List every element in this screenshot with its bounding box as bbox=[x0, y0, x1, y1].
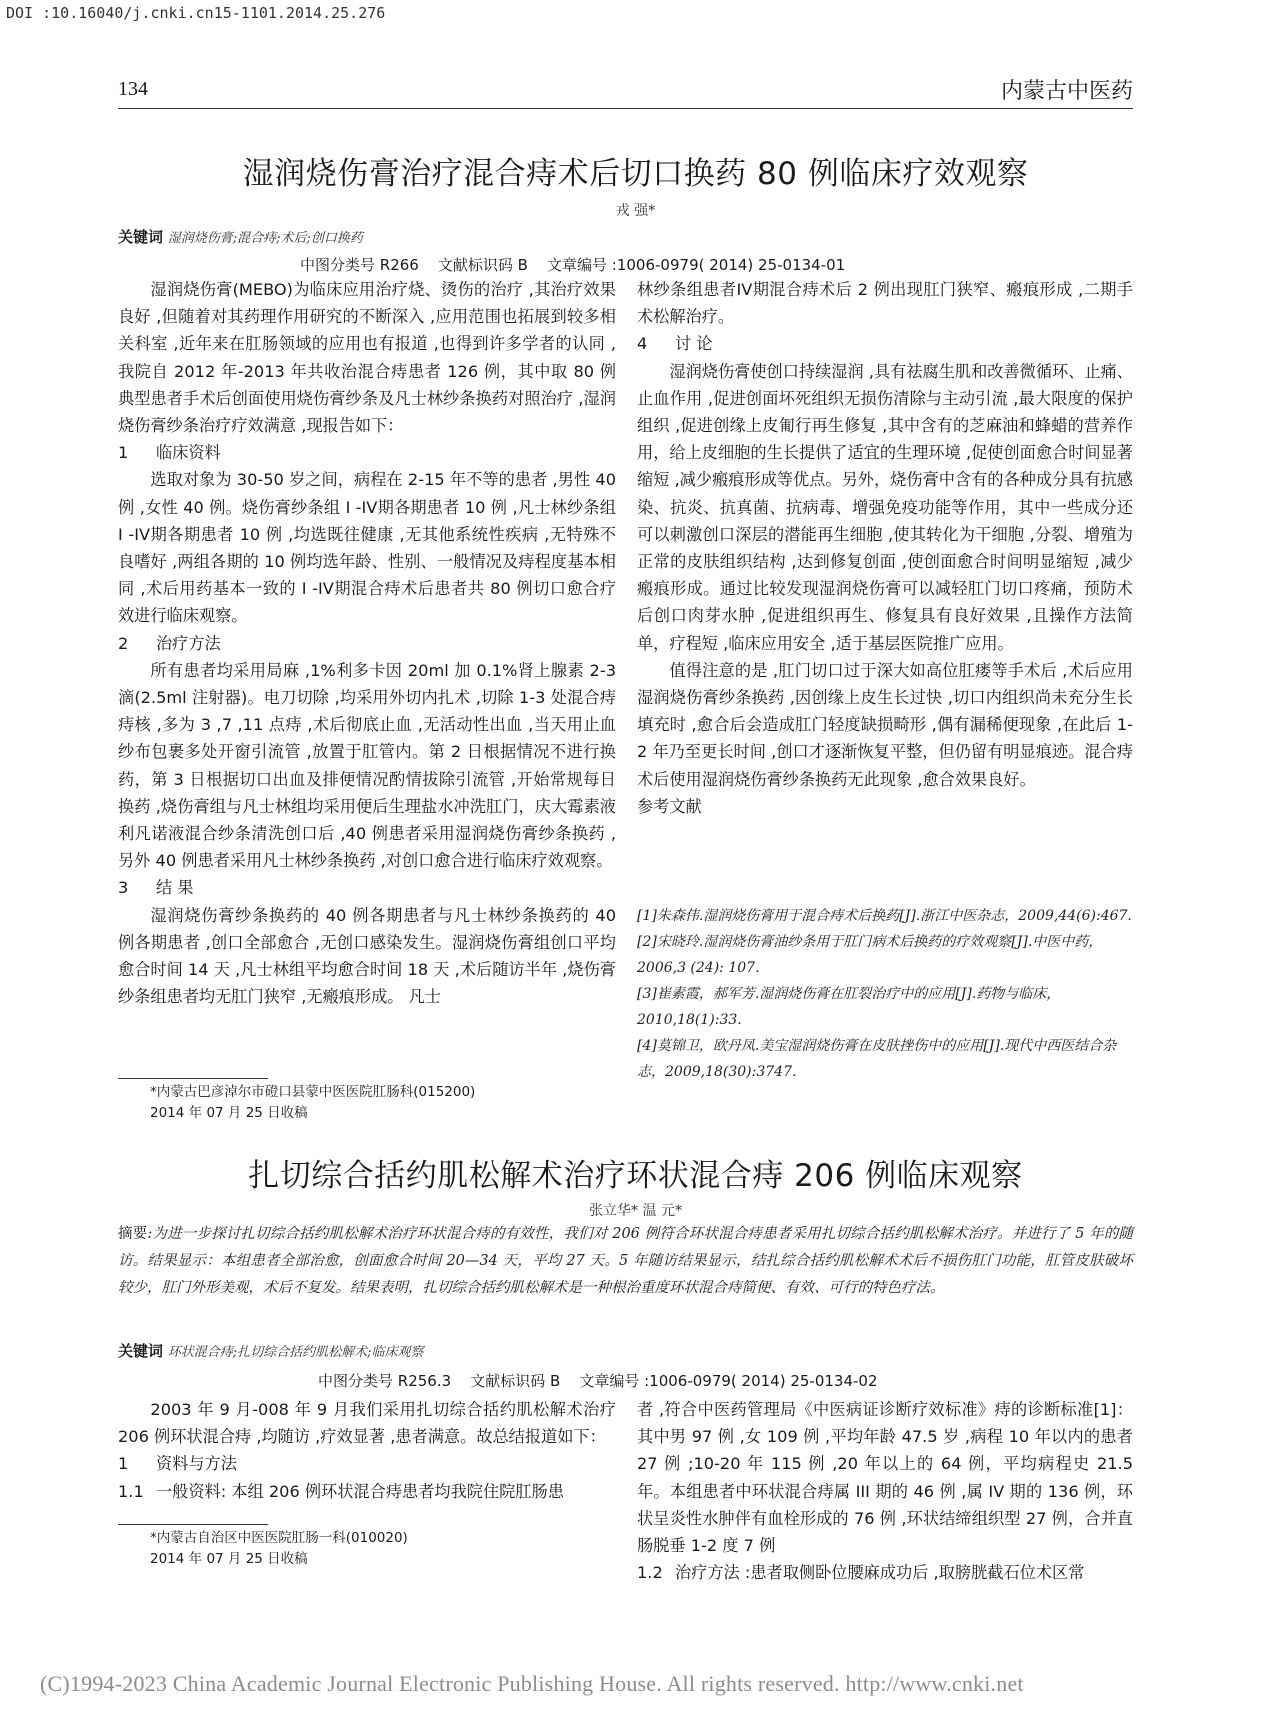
reference-item: [1]朱森伟.湿润烧伤膏用于混合痔术后换药[J].浙江中医杂志，2009,44(6):467. bbox=[637, 908, 1132, 924]
article1-author: 戎 强* bbox=[615, 203, 656, 219]
body-paragraph: 选取对象为 30-50 岁之间，病程在 2-15 年不等的患者 ,男性 40 例 ,女性 40 例。烧伤膏纱条组 I -IV期各期患者 10 例 ,凡士林纱条组 I -IV期各期患者 10 例 ,均选既往健康 ,无其他系统性疾病 ,无特殊不良嗜好 ,两组各期的 10 例均选年龄、性别、一般情况及痔程度基本相同 ,术后用药基本一致的 I -IV期混合痔术后患者共 80 例切口愈合疗效进行临床观察。 bbox=[118, 470, 616, 626]
keywords-label: 关键词 bbox=[118, 1342, 164, 1360]
article2-title: 扎切综合括约肌松解术治疗环状混合痔 206 例临床观察 bbox=[248, 1158, 1023, 1194]
section-title: 临床资料 bbox=[156, 443, 221, 463]
journal-name: 内蒙古中医药 bbox=[1000, 79, 1133, 104]
article1-left-column bbox=[118, 276, 616, 1010]
article1-title: 湿润烧伤膏治疗混合痔术后切口换药 80 例临床疗效观察 bbox=[242, 156, 1029, 192]
section-title: 资料与方法 bbox=[156, 1454, 237, 1474]
copyright-notice: (C)1994-2023 China Academic Journal Electronic Publishing House. All rights reserved. http://www.cnki.net bbox=[40, 1671, 1024, 1696]
section-number: 1 bbox=[118, 1454, 129, 1474]
body-paragraph: 湿润烧伤膏使创口持续湿润 ,具有祛腐生肌和改善微循环、止痛、止血作用 ,促进创面坏死组织无损伤清除与主动引流 ,最大限度的保护组织 ,促进创缘上皮匍行再生修复 ,其中含有的芝麻油和蜂蜡的营养作用，给上皮细胞的生长提供了适宜的生理环境 ,促使创面愈合时间显著缩短 ,减少瘢痕形成等优点。另外，烧伤膏中含有的各种成分具有抗感染、抗炎、抗真菌、抗病毒、增强免疫功能等作用，其中一些成分还可以刺激创口深层的潜能再生细胞 ,使其转化为干细胞 ,分裂、增殖为正常的皮肤组织结构 ,达到修复创面 ,使创面愈合时间明显缩短 ,减少瘢痕形成。通过比较发现湿润烧伤膏可以减轻肛门切口疼痛，预防术后创口肉芽水肿 ,促进组织再生、修复具有良好效果 ,且操作方法简单，疗程短 ,临床应用安全 ,适于基层医院推广应用。 bbox=[637, 361, 1133, 653]
reference-item: [4]莫锦卫，欧丹凤.美宝湿润烧伤膏在皮肤挫伤中的应用[J].现代中西医结合杂志，2009,18(30):3747. bbox=[637, 1038, 1117, 1080]
abstract-text: :为进一步探讨扎切综合括约肌松解术治疗环状混合痔的有效性，我们对 206 例符合环状混合痔患者采用扎切综合括约肌松解术治疗。并进行了 5 年的随访。结果显示：本组患者全部治愈，创面愈合时间 20—34 天，平均 27 天。5 年随访结果显示，结扎综合括约肌松解术术后不损伤肛门功能，肛管皮肤破坏较少，肛门外形美观，术后不复发。结果表明，扎切综合括约肌松解术是一种根治重度环状混合痔简便、有效、可行的特色疗法。 bbox=[118, 1226, 1134, 1296]
page-number: 134 bbox=[118, 78, 148, 100]
body-paragraph: 林纱条组患者IV期混合痔术后 2 例出现肛门狭窄、瘢痕形成 ,二期手术松解治疗。 bbox=[637, 280, 1133, 327]
article2-classification: 中图分类号 R256.3 文献标识码 B 文章编号 :1006-0979( 2014) 25-0134-02 bbox=[318, 1372, 878, 1390]
reference-item: [3]崔素霞，郝军芳.湿润烧伤膏在肛裂治疗中的应用[J].药物与临床，2010,18(1):33. bbox=[637, 986, 1061, 1028]
body-paragraph: 湿润烧伤膏纱条换药的 40 例各期患者与凡士林纱条换药的 40 例各期患者 ,创口全部愈合 ,无创口感染发生。湿润烧伤膏组创口平均愈合时间 14 天 ,凡士林组平均愈合时间 18 天 ,术后随访半年 ,烧伤膏纱条组患者均无肛门狭窄 ,无瘢痕形成。 凡士 bbox=[118, 905, 616, 1007]
keywords-text: 环状混合痔;扎切综合括约肌松解术;临床观察 bbox=[167, 1345, 424, 1360]
footnote-rule bbox=[118, 1078, 268, 1079]
footnote-affiliation: *内蒙古巴彦淖尔市磴口县蒙中医医院肛肠科(015200) bbox=[150, 1084, 476, 1100]
section-title: 结 果 bbox=[156, 878, 194, 898]
footnote-received-date: 2014 年 07 月 25 日收稿 bbox=[150, 1105, 308, 1121]
reference-list bbox=[637, 903, 1133, 1085]
article2-keywords bbox=[118, 1340, 424, 1361]
body-paragraph: 2003 年 9 月-008 年 9 月我们采用扎切综合括约肌松解术治疗 206 例环状混合痔 ,均随访 ,疗效显著 ,患者满意。故总结报道如下： bbox=[118, 1400, 616, 1447]
footnote-rule bbox=[118, 1524, 268, 1525]
body-paragraph: 值得注意的是 ,肛门切口过于深大如高位肛瘘等手术后 ,术后应用湿润烧伤膏纱条换药 ,因创缘上皮生长过快 ,切口内组织尚未充分生长填充时 ,愈合后会造成肛门轻度缺损畸形 ,偶有漏稀便现象 ,在此后 1-2 年乃至更长时间 ,创口才逐渐恢复平整，但仍留有明显痕迹。混合痔术后使用湿润烧伤膏纱条换药无此现象 ,愈合效果良好。 bbox=[637, 660, 1133, 789]
keywords-label: 关键词 bbox=[118, 228, 164, 246]
section-number: 1 bbox=[118, 443, 129, 463]
body-paragraph: 湿润烧伤膏(MEBO)为临床应用治疗烧、烫伤的治疗 ,其治疗效果良好 ,但随着对其药理作用研究的不断深入 ,应用范围也拓展到较多相关科室 ,近年来在肛肠领域的应用也有报道 ,也得到许多学者的认同 ,我院自 2012 年-2013 年共收治混合痔患者 126 例，其中取 80 例典型患者手术后创面使用烧伤膏纱条及凡士林纱条换药对照治疗 ,湿润烧伤膏纱条治疗疗效满意 ,现报告如下： bbox=[118, 280, 616, 436]
article1-classification: 中图分类号 R266 文献标识码 B 文章编号 :1006-0979( 2014) 25-0134-01 bbox=[300, 256, 846, 274]
section-number: 3 bbox=[118, 878, 129, 898]
article2-footnote bbox=[150, 1528, 610, 1570]
body-paragraph: 者 ,符合中医药管理局《中医病证诊断疗效标准》痔的诊断标准[1]：其中男 97 例 ,女 109 例 ,平均年龄 47.5 岁 ,病程 10 年以内的患者 27 例 ;10-20 年 115 例 ,20 年以上的 64 例，平均病程史 21.5 年。本组患者中环状混合痔属 III 期的 46 例 ,属 IV 期的 136 例，环状呈炎性水肿伴有血栓形成的 76 例 ,环状结缔组织型 27 例，合并直肠脱垂 1-2 度 7 例 bbox=[637, 1400, 1133, 1556]
footnote-affiliation: *内蒙古自治区中医医院肛肠一科(010020) bbox=[150, 1530, 408, 1546]
footnote-received-date: 2014 年 07 月 25 日收稿 bbox=[150, 1551, 308, 1567]
section-heading bbox=[118, 439, 616, 466]
section-heading bbox=[118, 1450, 616, 1477]
article2-abstract bbox=[118, 1221, 1133, 1302]
body-paragraph: 所有患者均采用局麻 ,1%利多卡因 20ml 加 0.1%肾上腺素 2-3 滴(2.5ml 注射器)。电刀切除 ,均采用外切内扎术 ,切除 1-3 处混合痔痔核 ,多为 3 ,7 ,11 点痔 ,术后彻底止血 ,无活动性出血 ,当天用止血纱布包裹多处开窗引流管 ,放置于肛管内。第 2 日根据情况不进行换药，第 3 日根据切口出血及排便情况酌情拔除引流管 ,开始常规每日换药 ,烧伤膏组与凡士林组均采用便后生理盐水冲洗肛门，庆大霉素液利凡诺液混合纱条清洗创口后 ,40 例患者采用湿润烧伤膏纱条换药 ,另外 40 例患者采用凡士林纱条换药 ,对创口愈合进行临床疗效观察。 bbox=[118, 660, 616, 871]
article1-right-column bbox=[637, 276, 1133, 820]
reference-item: [2]宋晓玲.湿润烧伤膏油纱条用于肛门病术后换药的疗效观察[J].中医中药，2006,3 (24): 107. bbox=[637, 934, 1103, 976]
section-title: 治疗方法 :患者取侧卧位腰麻成功后 ,取膀胱截石位术区常 bbox=[675, 1563, 1085, 1583]
section-title: 一般资料: 本组 206 例环状混合痔患者均我院住院肛肠患 bbox=[156, 1481, 564, 1501]
article2-author: 张立华* 温 元* bbox=[589, 1203, 682, 1219]
section-number: 1.2 bbox=[637, 1563, 663, 1583]
section-heading bbox=[118, 874, 616, 901]
section-heading bbox=[637, 330, 1133, 357]
doi-line: DOI :10.16040/j.cnki.cn15-1101.2014.25.276 bbox=[6, 4, 386, 22]
article1-keywords bbox=[118, 226, 363, 247]
section-heading bbox=[637, 1559, 1133, 1586]
article1-footnote bbox=[150, 1082, 610, 1124]
keywords-text: 湿润烧伤膏;混合痔;术后;创口换药 bbox=[167, 231, 363, 246]
section-heading bbox=[118, 630, 616, 657]
references-heading: 参考文献 bbox=[637, 796, 702, 816]
article2-left-column bbox=[118, 1396, 616, 1505]
article2-right-column bbox=[637, 1396, 1133, 1586]
section-number: 4 bbox=[637, 334, 648, 354]
section-title: 讨 论 bbox=[675, 334, 713, 354]
section-number: 1.1 bbox=[118, 1481, 144, 1501]
section-title: 治疗方法 bbox=[156, 633, 221, 653]
header-rule bbox=[118, 108, 1133, 109]
abstract-label: 摘要 bbox=[118, 1226, 148, 1242]
section-heading bbox=[118, 1478, 616, 1505]
section-number: 2 bbox=[118, 633, 129, 653]
